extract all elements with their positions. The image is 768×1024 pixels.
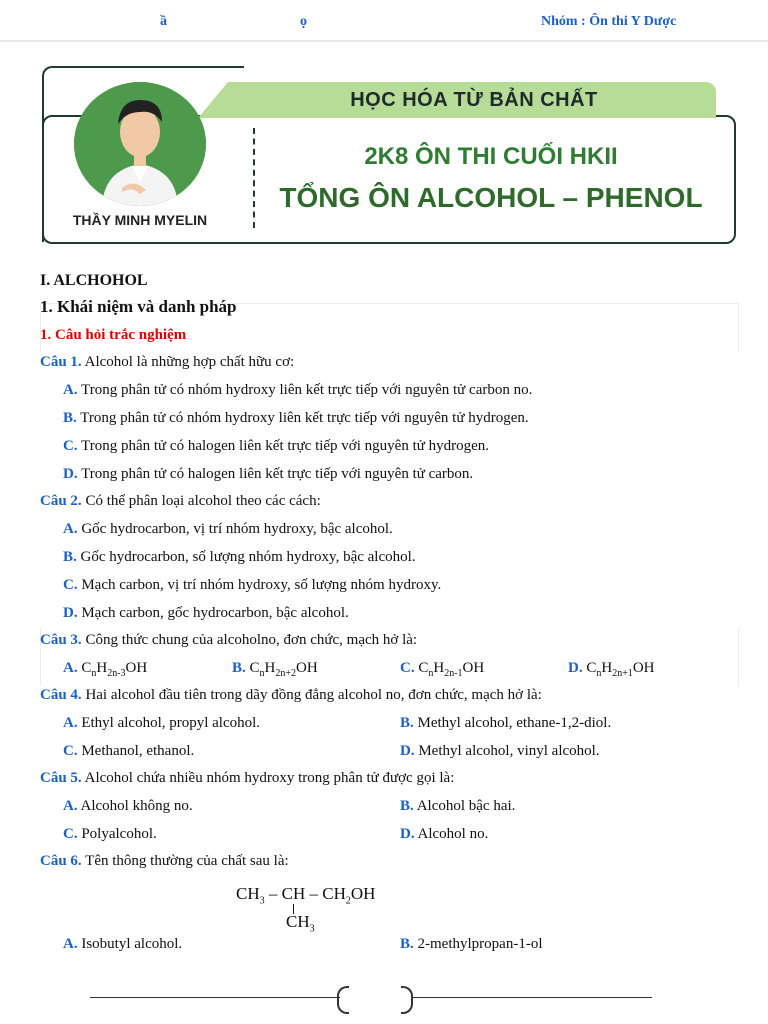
teacher-photo-icon (74, 82, 206, 206)
option-d (63, 605, 349, 622)
option-text: Ethyl alcohol, propyl alcohol. (77, 715, 261, 731)
option-letter: A. (63, 382, 78, 398)
option-text: Gốc hydrocarbon, vị trí nhóm hydroxy, bậc alcohol. (77, 521, 393, 537)
option-letter: D. (400, 743, 415, 759)
option-letter: B. (400, 936, 414, 952)
option-letter: D. (63, 466, 78, 482)
question-5 (40, 770, 454, 787)
footer-line-right (412, 997, 652, 998)
formula-branch: $CH_3$ (286, 912, 315, 935)
question-3 (40, 632, 417, 649)
option-b (400, 936, 542, 953)
option-letter: C. (63, 577, 78, 593)
structural-formula (236, 884, 376, 935)
option-letter: A. (63, 936, 78, 952)
option-d (400, 743, 600, 760)
option-d (63, 466, 473, 483)
question-text: Alcohol chứa nhiều nhóm hydroxy trong phân tử được gọi là: (81, 770, 455, 786)
option-b (232, 660, 318, 679)
option-text: 2-methylpropan-1-ol (413, 936, 543, 952)
option-d (400, 826, 488, 843)
option-text: Alcohol không no. (77, 798, 193, 814)
option-text: Trong phân tử có nhóm hydroxy liên kết trực tiếp với nguyên tử carbon no. (77, 382, 533, 398)
option-text: $C_nH_{2n+2}OH$ (245, 660, 318, 679)
banner-title: TỔNG ÔN ALCOHOL – PHENOL (279, 182, 703, 213)
question-number: Câu 1. (40, 354, 82, 370)
option-letter: B. (63, 549, 77, 565)
option-a (63, 798, 193, 815)
option-text: Methyl alcohol, ethane-1,2-diol. (413, 715, 612, 731)
option-a (63, 715, 260, 732)
footer-bracket-right (401, 986, 413, 1014)
option-text: Mạch carbon, gốc hydrocarbon, bậc alcohol. (77, 605, 349, 621)
option-a (63, 660, 147, 679)
option-letter: D. (400, 826, 415, 842)
option-letter: C. (63, 826, 78, 842)
question-number: Câu 6. (40, 853, 82, 869)
option-letter: B. (63, 410, 77, 426)
question-text: Tên thông thường của chất sau là: (81, 853, 289, 869)
option-letter: B. (400, 798, 414, 814)
option-b (400, 798, 515, 815)
question-number: Câu 5. (40, 770, 82, 786)
banner-subtitle: 2K8 ÔN THI CUỐI HKII (364, 143, 618, 170)
question-text: Hai alcohol đầu tiên trong dãy đồng đẳng alcohol no, đơn chức, mạch hở là: (81, 687, 542, 703)
option-c (63, 826, 157, 843)
option-letter: C. (400, 660, 415, 676)
option-text: Trong phân tử có nhóm hydroxy liên kết trực tiếp với nguyên tử hydrogen. (76, 410, 529, 426)
question-number: Câu 2. (40, 493, 82, 509)
option-text: Methanol, ethanol. (77, 743, 195, 759)
question-number: Câu 3. (40, 632, 82, 648)
option-text: Alcohol bậc hai. (413, 798, 516, 814)
option-a (63, 382, 532, 399)
banner-divider (253, 128, 255, 228)
option-c (63, 743, 194, 760)
banner-tab-title: HỌC HÓA TỪ BẢN CHẤT (350, 89, 598, 111)
option-a (63, 521, 393, 538)
option-text: Trong phân tử có halogen liên kết trực tiếp với nguyên tử hydrogen. (77, 438, 490, 454)
formula-main-chain: $CH_3$ – CH – $CH_2OH$ (236, 884, 376, 907)
option-letter: D. (568, 660, 583, 676)
question-number: Câu 4. (40, 687, 82, 703)
header-group-label: Nhóm : Ôn thi Y Dược (541, 14, 677, 29)
option-text: Isobutyl alcohol. (77, 936, 183, 952)
footer-bracket-left (337, 986, 349, 1014)
question-text: Có thể phân loại alcohol theo các cách: (81, 493, 321, 509)
header-mid-text: ọ (300, 14, 307, 29)
option-d (568, 660, 655, 679)
option-letter: B. (232, 660, 246, 676)
teacher-name: THẦY MINH MYELIN (72, 212, 208, 228)
question-4 (40, 687, 542, 704)
option-letter: A. (63, 660, 78, 676)
option-letter: A. (63, 798, 78, 814)
section-heading: I. ALCHOHOL (40, 272, 148, 289)
option-letter: A. (63, 521, 78, 537)
subsection-heading: 1. Khái niệm và danh pháp (40, 297, 237, 316)
option-text: $C_nH_{2n-3}OH$ (77, 660, 148, 679)
option-text: Gốc hydrocarbon, số lượng nhóm hydroxy, bậc alcohol. (76, 549, 416, 565)
option-text: Alcohol no. (414, 826, 489, 842)
question-2 (40, 493, 321, 510)
option-b (63, 549, 416, 566)
option-text: Trong phân tử có halogen liên kết trực tiếp với nguyên tử carbon. (77, 466, 474, 482)
header-left-text: ầ (160, 14, 167, 29)
question-text: Alcohol là những hợp chất hữu cơ: (81, 354, 295, 370)
question-1 (40, 354, 294, 371)
option-text: $C_nH_{2n-1}OH$ (414, 660, 485, 679)
option-letter: B. (400, 715, 414, 731)
option-text: Polyalcohol. (77, 826, 157, 842)
option-letter: A. (63, 715, 78, 731)
option-letter: D. (63, 605, 78, 621)
option-text: Methyl alcohol, vinyl alcohol. (414, 743, 600, 759)
option-letter: C. (63, 743, 78, 759)
option-b (63, 410, 529, 427)
option-c (400, 660, 484, 679)
option-text: $C_nH_{2n+1}OH$ (582, 660, 655, 679)
option-text: Mạch carbon, vị trí nhóm hydroxy, số lượng nhóm hydroxy. (77, 577, 442, 593)
footer-line-left (90, 997, 340, 998)
option-c (63, 438, 489, 455)
part-heading: 1. Câu hỏi trắc nghiệm (40, 327, 187, 343)
question-text: Công thức chung của alcoholno, đơn chức, mạch hở là: (81, 632, 418, 648)
option-a (63, 936, 182, 953)
option-letter: C. (63, 438, 78, 454)
teacher-avatar (74, 82, 206, 206)
option-c (63, 577, 441, 594)
question-6 (40, 853, 289, 870)
option-b (400, 715, 611, 732)
